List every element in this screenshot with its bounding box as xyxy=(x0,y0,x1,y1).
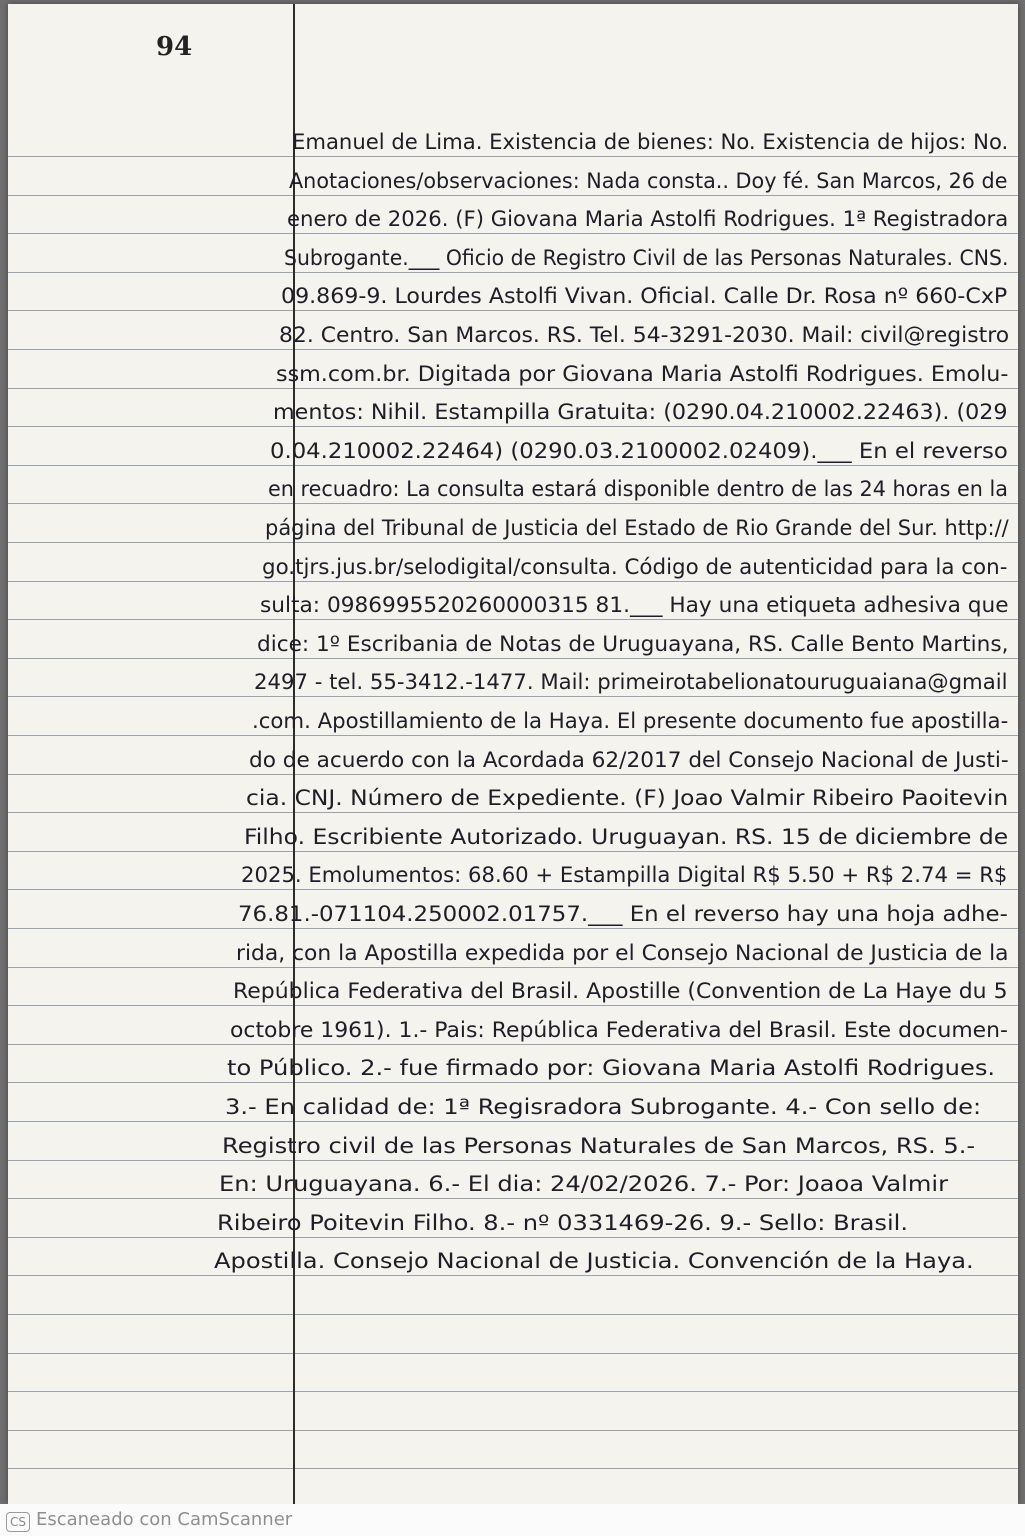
text-line: República Federativa del Brasil. Apostille (Convention de La Haye du 5 xyxy=(232,979,1008,1003)
page-number: 94 xyxy=(156,32,193,62)
text-line: mentos: Nihil. Estampilla Gratuita: (0290.04.210002.22463). (029 xyxy=(273,400,1008,424)
text-line: página del Tribunal de Justicia del Estado de Rio Grande del Sur. http:// xyxy=(265,516,1009,540)
text-line: 3.- En calidad de: 1ª Regisradora Subrogante. 4.- Con sello de: xyxy=(224,1095,981,1119)
text-line: enero de 2026. (F) Giovana Maria Astolfi Rodrigues. 1ª Registradora xyxy=(286,207,1008,231)
text-line: 09.869-9. Lourdes Astolfi Vivan. Oficial. Calle Dr. Rosa nº 660-CxP xyxy=(281,284,1008,308)
text-line: Apostilla. Consejo Nacional de Justicia. Convención de la Haya. xyxy=(214,1249,974,1273)
text-line: En: Uruguayana. 6.- El dia: 24/02/2026. 7.- Por: Joaoa Valmir xyxy=(219,1172,949,1196)
text-line: Ribeiro Poitevin Filho. 8.- nº 0331469-26. 9.- Sello: Brasil. xyxy=(216,1211,908,1235)
text-line: Emanuel de Lima. Existencia de bienes: No. Existencia de hijos: No. xyxy=(292,130,1009,154)
scanner-watermark-text: Escaneado con CamScanner xyxy=(36,1509,293,1530)
camscanner-icon: CS xyxy=(6,1512,30,1532)
text-line: ssm.com.br. Digitada por Giovana Maria Astolfi Rodrigues. Emolu- xyxy=(275,362,1009,386)
text-line: sulta: 0986995520260000315 81.___ Hay una etiqueta adhesiva que xyxy=(259,593,1009,617)
handwritten-text xyxy=(8,4,1018,1504)
text-line: rida, con la Apostilla expedida por el Consejo Nacional de Justicia de la xyxy=(235,941,1009,965)
text-line: cia. CNJ. Número de Expediente. (F) Joao Valmir Ribeiro Paoitevin xyxy=(246,786,1009,810)
text-line: 82. Centro. San Marcos. RS. Tel. 54-3291-2030. Mail: civil@registro xyxy=(278,323,1009,347)
notebook-page xyxy=(8,4,1018,1504)
text-line: Anotaciones/observaciones: Nada consta.. Doy fé. San Marcos, 26 de xyxy=(289,169,1008,193)
scanner-footer xyxy=(0,1504,1025,1536)
text-line: 76.81.-071104.250002.01757.___ En el reverso hay una hoja adhe- xyxy=(238,902,1009,926)
text-line: Filho. Escribiente Autorizado. Uruguayan. RS. 15 de diciembre de xyxy=(243,825,1008,849)
text-line: to Público. 2.- fue firmado por: Giovana Maria Astolfi Rodrigues. xyxy=(227,1056,996,1080)
text-line: Registro civil de las Personas Naturales de San Marcos, RS. 5.- xyxy=(222,1134,976,1158)
text-line: en recuadro: La consulta estará disponible dentro de las 24 horas en la xyxy=(267,477,1008,501)
text-line: dice: 1º Escribania de Notas de Uruguayana, RS. Calle Bento Martins, xyxy=(257,632,1009,656)
text-line: 2497 - tel. 55-3412.-1477. Mail: primeirotabelionatouruguaiana@gmail xyxy=(254,670,1008,694)
text-line: do de acuerdo con la Acordada 62/2017 del Consejo Nacional de Justi- xyxy=(248,748,1009,772)
text-line: go.tjrs.jus.br/selodigital/consulta. Código de autenticidad para la con- xyxy=(262,555,1008,579)
text-line: Subrogante.___ Oficio de Registro Civil de las Personas Naturales. CNS. xyxy=(283,246,1009,270)
text-line: .com. Apostillamiento de la Haya. El presente documento fue apostilla- xyxy=(251,709,1008,733)
text-line: 0.04.210002.22464) (0290.03.2100002.02409).___ En el reverso xyxy=(270,439,1009,463)
text-line: 2025. Emolumentos: 68.60 + Estampilla Digital R$ 5.50 + R$ 2.74 = R$ xyxy=(240,863,1008,887)
text-line: octobre 1961). 1.- Pais: República Federativa del Brasil. Este documen- xyxy=(230,1018,1009,1042)
